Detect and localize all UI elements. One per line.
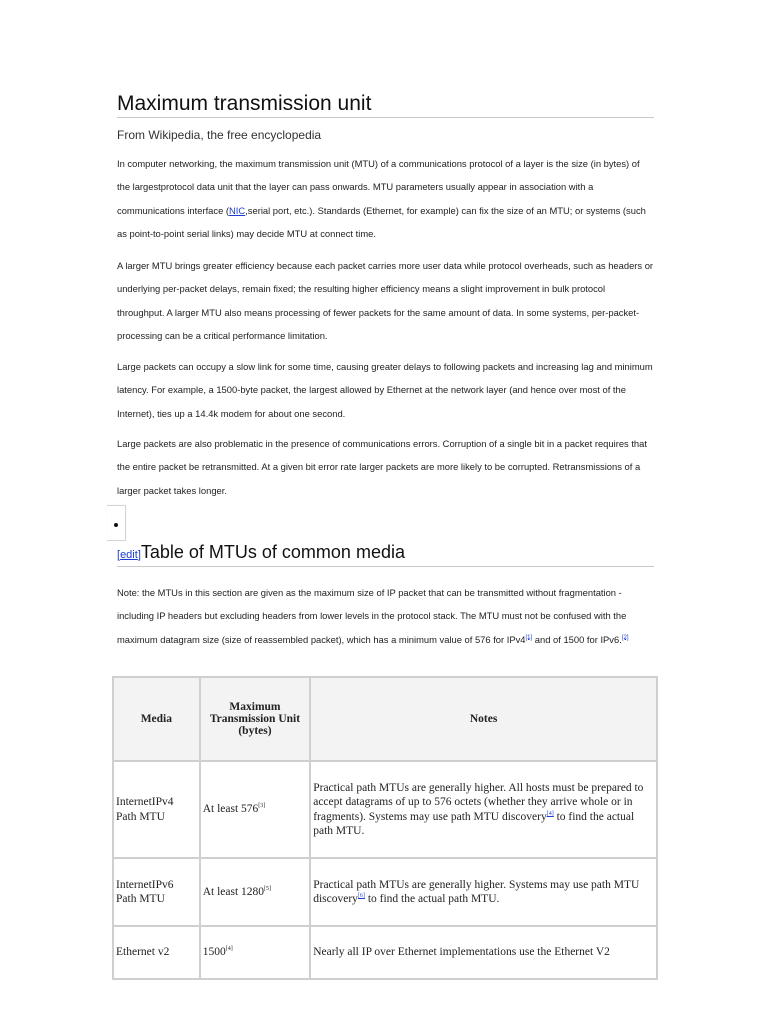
- edit-bracket-open: [: [117, 549, 121, 561]
- table-row: [113, 761, 657, 858]
- header-media: Media: [113, 677, 200, 761]
- notes-text-after: to find the actual path MTU.: [313, 810, 635, 837]
- header-mtu: Maximum Transmission Unit (bytes): [200, 677, 311, 761]
- cell-media: InternetIPv4 Path MTU: [113, 761, 200, 858]
- mtu-value: At least 1280: [202, 885, 265, 898]
- table-header-row: [113, 677, 657, 761]
- bullet-icon: [114, 523, 118, 527]
- cell-media: InternetIPv6 Path MTU: [113, 858, 200, 926]
- cell-notes: [310, 926, 657, 979]
- cell-notes: [310, 761, 657, 858]
- mtu-value: At least 576: [202, 803, 259, 816]
- edit-section-link[interactable]: edit: [120, 549, 138, 561]
- cell-mtu: [200, 858, 311, 926]
- mtu-value: 1500: [202, 946, 226, 959]
- cell-mtu: [200, 761, 311, 858]
- errors-paragraph: Large packets are also problematic in the presence of communications errors. Corruption of a single bit in a packet requires that the entire packet be retransmitted. At a given bit error rate larger packets are more likely to be corrupted. Retransmissions of a larger packet takes longer.: [117, 438, 647, 496]
- cell-mtu: [200, 926, 311, 979]
- edit-bracket-close: ]: [137, 549, 141, 561]
- nic-link[interactable]: NIC: [229, 204, 246, 216]
- title-divider: [117, 117, 654, 118]
- latency-paragraph: Large packets can occupy a slow link for some time, causing greater delays to following packets and increasing lag and minimum latency. For example, a 1500-byte packet, the largest allowed by Ethernet at the network layer (and hence over most of the Internet), ties up a 14.4k modem for about one second.: [117, 361, 653, 419]
- mtu-ref-link[interactable]: [4]: [225, 946, 233, 953]
- page-title: Maximum transmission unit: [117, 92, 372, 115]
- cell-notes: [310, 858, 657, 926]
- note-ref-2[interactable]: [2]: [621, 634, 629, 641]
- section-divider: [117, 566, 654, 567]
- efficiency-paragraph: A larger MTU brings greater efficiency because each packet carries more user data while protocol overheads, such as headers or underlying per-packet delays, remain fixed; the resulting higher efficiency means a slight improvement in bulk protocol throughput. A larger MTU also means processing of fewer packets for the same amount of data. In some systems, per-packet-processing can be a critical performance limitation.: [117, 260, 654, 341]
- section-title: Table of MTUs of common media: [140, 542, 405, 562]
- intro-paragraph: [117, 152, 654, 245]
- note-ref-2-sup: [622, 634, 629, 640]
- toc-bullet-box: [107, 505, 126, 541]
- header-notes: Notes: [310, 677, 657, 761]
- intro-text-after-link: ,serial port, etc.). Standards (Ethernet, for example) can fix the size of an MTU; or systems (such as point-to-point serial links) may decide MTU at connect time.: [117, 204, 646, 239]
- note-text-part2: and of 1500 for IPv6.: [532, 633, 622, 645]
- edit-link-wrapper: [117, 549, 141, 561]
- note-text-part1: Note: the MTUs in this section are given as the maximum size of IP packet that can be transmitted without fragmentation - including IP headers but excluding headers from lower levels in the protocol stack. The MTU must not be confused with the maximum datagram size (size of reassembled packet), which has a minimum value of 576 for IPv4: [117, 587, 627, 645]
- note-ref-1[interactable]: [1]: [525, 634, 533, 641]
- section-heading: [117, 542, 405, 563]
- notes-text: Practical path MTUs are generally higher. Systems may use path MTU discovery: [313, 878, 640, 905]
- note-paragraph: [117, 581, 654, 651]
- page-subtitle: From Wikipedia, the free encyclopedia: [117, 128, 322, 142]
- intro-text-before-link: In computer networking, the maximum transmission unit (MTU) of a communications protocol of a layer is the size (in bytes) of the largestprotocol data unit that the layer can pass onwards. MTU parameters usually appear in association with a communications interface (: [117, 158, 640, 216]
- notes-text-after: to find the actual path MTU.: [364, 893, 500, 905]
- table-row: [113, 858, 657, 926]
- notes-text: Nearly all IP over Ethernet implementations use the Ethernet V2: [313, 946, 610, 959]
- mtu-table: [112, 676, 658, 980]
- notes-text: Practical path MTUs are generally higher. All hosts must be prepared to accept datagrams of up to 576 octets (whether they arrive whole or in fragments). Systems may use path MTU discovery: [313, 781, 644, 823]
- notes-ref-link[interactable]: [4]: [546, 810, 554, 817]
- cell-media: Ethernet v2: [113, 926, 200, 979]
- notes-ref-link[interactable]: [6]: [357, 893, 365, 900]
- table-row: [113, 926, 657, 979]
- mtu-ref-link[interactable]: [5]: [264, 885, 272, 892]
- mtu-ref-link[interactable]: [3]: [258, 803, 266, 810]
